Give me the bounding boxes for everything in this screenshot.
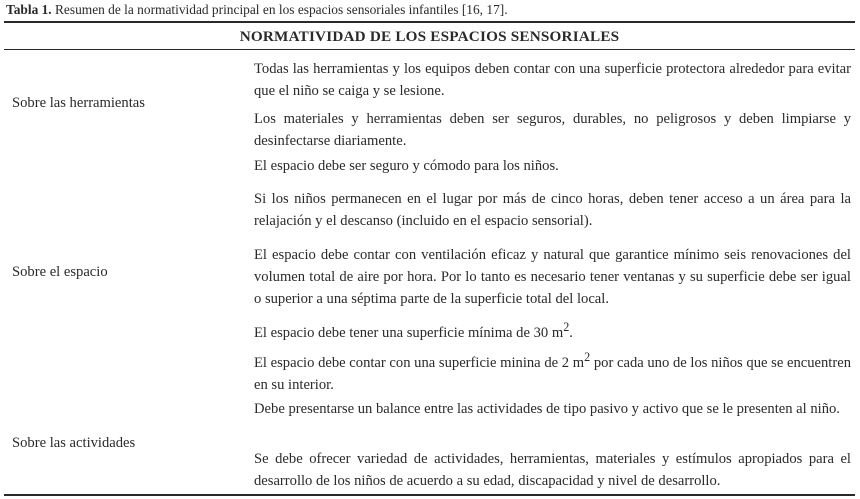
category-herramientas: Sobre las herramientas xyxy=(12,95,145,111)
rule-text-part: El espacio debe contar con una superficie minina de 2 m xyxy=(254,354,585,371)
rule-text: Se debe ofrecer variedad de actividades, herramientas, materiales y estímulos apropiados para el desarrollo de los niños de acuerdo a su edad, discapacidad y nivel de desarrollo. xyxy=(254,451,851,489)
rule-text-part: El espacio debe tener una superficie mínima de 30 m xyxy=(254,324,564,341)
superscript: 2 xyxy=(584,350,591,364)
table-caption-label: Tabla 1. xyxy=(6,2,52,17)
rule-text-part: . xyxy=(569,324,573,341)
rule-text: El espacio debe contar con ventilación eficaz y natural que garantice mínimo seis renovaciones del volumen total de aire por hora. Por lo tanto es necesario tener ventanas y su superficie debe ser igual o superior a una séptima parte de la superficie total del local. xyxy=(254,247,851,307)
rule-text: Si los niños permanecen en el lugar por más de cinco horas, deben tener acceso a un área para la relajación y el descanso (incluido en el espacio sensorial). xyxy=(254,191,851,229)
category-espacio: Sobre el espacio xyxy=(12,264,108,280)
rule-text: Los materiales y herramientas deben ser seguros, durables, no peligrosos y deben limpiarse y desinfectarse diariamente. xyxy=(254,111,851,149)
rule-text-part: por cada uno de los niños que se encuentren en su interior. xyxy=(254,354,851,393)
category-actividades: Sobre las actividades xyxy=(12,435,136,451)
table-header-rule xyxy=(4,49,855,50)
table-top-rule xyxy=(4,21,855,23)
rule-text xyxy=(254,316,851,344)
table-title: NORMATIVIDAD DE LOS ESPACIOS SENSORIALES xyxy=(239,28,620,45)
table-caption xyxy=(6,2,508,18)
rule-text: Debe presentarse un balance entre las actividades de tipo pasivo y activo que se le presenten al niño. xyxy=(254,401,840,417)
superscript: 2 xyxy=(563,320,570,334)
rule-text: El espacio debe ser seguro y cómodo para los niños. xyxy=(254,158,559,174)
rule-text xyxy=(254,346,851,396)
table-caption-text: Resumen de la normatividad principal en los espacios sensoriales infantiles [16, 17]. xyxy=(51,2,508,17)
rule-text: Todas las herramientas y los equipos deben contar con una superficie protectora alrededor para evitar que el niño se caiga y se lesione. xyxy=(254,61,851,99)
table-bottom-rule xyxy=(4,494,855,496)
